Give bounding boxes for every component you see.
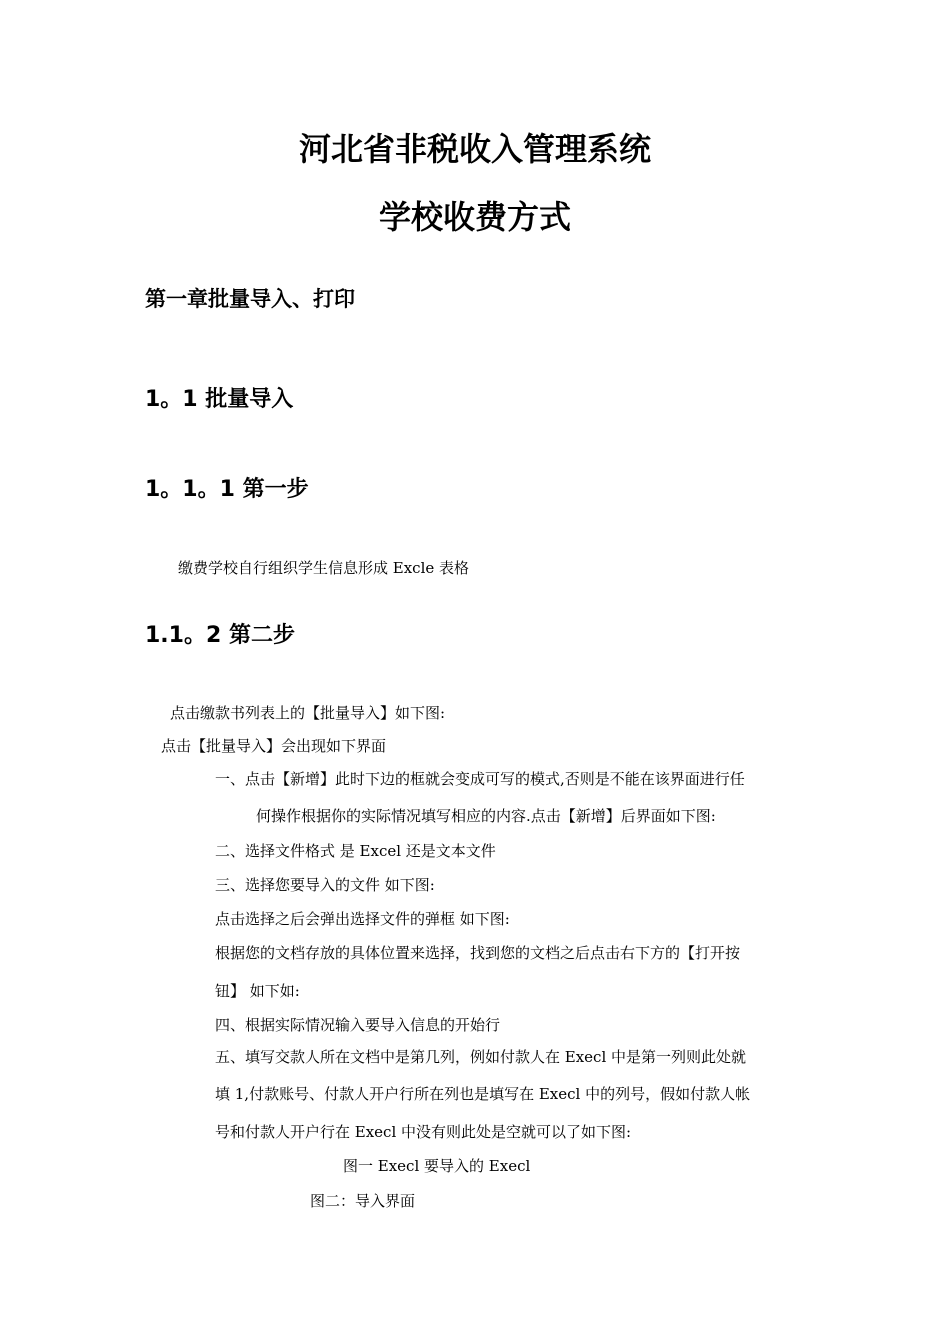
list-item-1-line2: 何操作根据你的实际情况填写相应的内容.点击【新增】后界面如下图: [256,807,716,825]
paragraph-interface-appears: 点击【批量导入】会出现如下界面 [161,737,387,755]
paragraph-click-batch-import: 点击缴款书列表上的【批量导入】如下图: [170,704,446,722]
list-item-1-line1: 一、点击【新增】此时下边的框就会变成可写的模式,否则是不能在该界面进行任 [215,770,745,788]
list-item-3-detail-line1: 根据您的文档存放的具体位置来选择，找到您的文档之后点击右下方的【打开按 [215,944,741,962]
section-heading-1-1: 1。1 批量导入 [145,387,294,412]
list-item-5-line2: 填 1,付款账号、付款人开户行所在列也是填写在 Execl 中的列号，假如付款人帐 [215,1085,751,1103]
step1-paragraph: 缴费学校自行组织学生信息形成 Excle 表格 [178,559,470,577]
list-item-3-detail-line2: 钮】 如下如: [215,982,300,1000]
figure-1-caption: 图一 Execl 要导入的 Execl [343,1157,531,1175]
list-item-3-sub: 点击选择之后会弹出选择文件的弹框 如下图: [215,910,510,928]
section-heading-1-1-1: 1。1。1 第一步 [145,477,309,502]
chapter-heading: 第一章批量导入、打印 [145,287,355,311]
list-item-5-line3: 号和付款人开户行在 Execl 中没有则此处是空就可以了如下图: [215,1123,632,1141]
list-item-4: 四、根据实际情况输入要导入信息的开始行 [215,1016,501,1034]
section-heading-1-1-2: 1.1。2 第二步 [145,623,295,648]
list-item-3: 三、选择您要导入的文件 如下图: [215,876,435,894]
list-item-5-line1: 五、填写交款人所在文档中是第几列，例如付款人在 Execl 中是第一列则此处就 [215,1048,747,1066]
figure-2-caption: 图二：导入界面 [310,1192,416,1210]
document-title: 河北省非税收入管理系统 [298,130,651,168]
document-subtitle: 学校收费方式 [378,198,571,236]
list-item-2: 二、选择文件格式 是 Excel 还是文本文件 [215,842,496,860]
